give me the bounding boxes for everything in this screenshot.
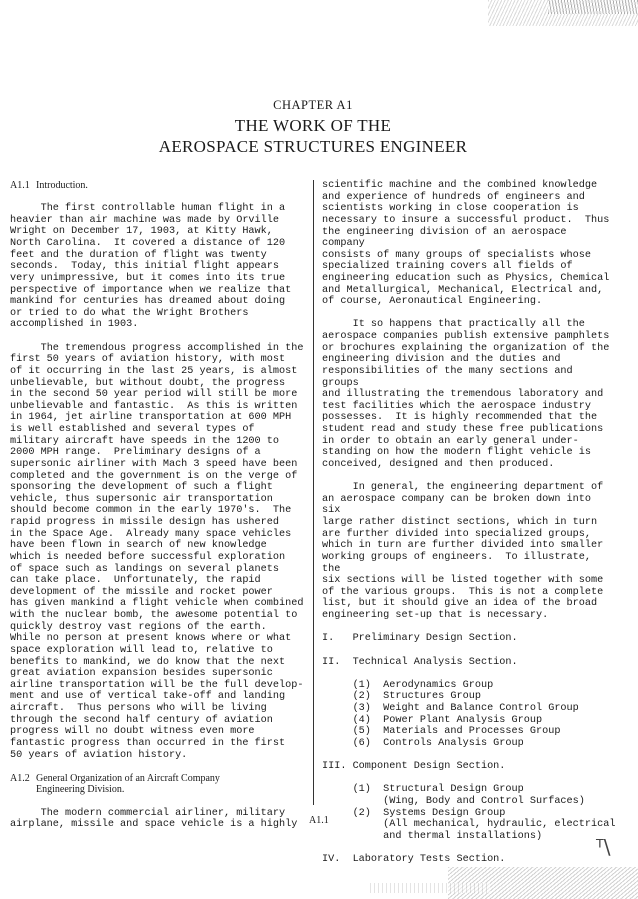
chapter-label: CHAPTER A1 — [273, 98, 353, 112]
technical-analysis-groups: (1) Aerodynamics Group (2) Structures Group (3) Weight and Balance Control Group (4) Power Plant Analysis Group (5) Materials and Processes Group (6) Controls Analysis Group — [352, 679, 579, 749]
chapter-title-line1: THE WORK OF THE — [234, 116, 392, 135]
left-column — [10, 180, 310, 831]
paragraph-first-flight: The first controllable human flight in a heavier than air machine was made by Orville Wright on December 17, 1903, at Kitty Hawk, North Carolina. It covered a distance of 120 feet and the duration of flight was twenty seconds. Today, this initial flight appears very unimpressive, but it comes into its true perspective of importance when we realize that mankind for centuries has dreamed about doing or tried to do what the Wright Brothers accomplished in 1903. — [10, 203, 292, 331]
section-list-item-4: IV. Laboratory Tests Section. — [322, 854, 506, 866]
corner-scan-mark: ᵀ\ — [596, 835, 611, 859]
section-number: A1.1 — [10, 180, 30, 191]
section-title: General Organization of an Aircraft Company — [36, 772, 220, 784]
section-heading-introduction — [10, 180, 310, 192]
paragraph-progress: The tremendous progress accomplished in the first 50 years of aviation history, with most of it occurring in the last 25 years, is almost unbelievable, but without doubt, the progress in the second 50 year period will still be more unbelievable and fantastic. As this is written in 1964, jet airline transportation at 600 MPH is well established and several types of military aircraft have speeds in the 1200 to 2000 MPH range. Preliminary designs of a supersonic airliner with Mach 3 speed have been completed and the government is on the verge of sponsoring the development of such a flight vehicle, thus supersonic air transportation should become common in the early 1970's. The rapid progress in missile design has ushered in the Space Age. Already many space vehicles have been flown in search of new knowledge which is needed before successful exploration of space such as landings on several planets can take place. Unfortunately, the rapid development of the missile and rocket power has given mankind a flight vehicle when combined with the nuclear bomb, the awesome potential to quickly destroy vast regions of the earth. While no person at present knows where or what space exploration will lead to, relative to benefits to mankind, we do know that the next great aviation expansion besides supersonic airline transportation will be the full develop- ment and use of vertical take-off and landing aircraft. Thus persons who will be living through the second half century of aviation progress will no doubt witness even more fantastic progress than occurred in the first 50 years of aviation history. — [10, 342, 304, 761]
component-design-groups: (1) Structural Design Group (Wing, Body and Control Surfaces) (2) Systems Design Group (All mechanical, hydraulic, electrical and thermal installations) — [352, 784, 616, 842]
paragraph-brochures: It so happens that practically all the aerospace companies publish extensive pamphlets or brochures explaining the organization of the engineering division and the duties and responsibilities of the many sections and groups and illustrating the tremendous laboratory and test facilities which the aerospace industry possesses. It is highly recommended that the student read and study these free publications in order to obtain an early general under- standing on how the modern flight vehicle is conceived, designed and then produced. — [322, 319, 610, 470]
section-number: A1.2 — [10, 772, 30, 784]
scan-noise-bottom-line — [370, 883, 490, 893]
section-list-item-1: I. Preliminary Design Section. — [322, 633, 518, 645]
chapter-title-line2: AEROSPACE STRUCTURES ENGINEER — [158, 137, 468, 156]
section-list-item-2: II. Technical Analysis Section. — [322, 656, 518, 668]
right-column — [322, 180, 614, 866]
scan-noise-top-dark — [548, 0, 638, 14]
section-title: Introduction. — [36, 180, 88, 191]
section-title-continued: Engineering Division. — [36, 784, 125, 796]
section-heading-organization — [10, 773, 310, 796]
paragraph-scientific-machine: scientific machine and the combined knowledge and experience of hundreds of engineers and scientists working in close cooperation is necessary to insure a successful product. Thus the engineering division of an aerospace company consists of many groups of specialists whose specialized training covers all fields of engineering education such as Physics, Chemical and Metallurgical, Mechanical, Electrical and, of course, Aeronautical Engineering. — [322, 180, 610, 308]
section-list-item-3: III. Component Design Section. — [322, 761, 506, 773]
paragraph-six-sections: In general, the engineering department of an aerospace company can be broken down into six large rather distinct sections, which in turn are further divided into specialized groups, which in turn are further divided into smaller working groups of engineers. To illustrate, the six sections will be listed together with some of the various groups. This is not a complete list, but it should give an idea of the broad engineering set-up that is necessary. — [322, 482, 604, 622]
paragraph-modern-airliner: The modern commercial airliner, military airplane, missile and space vehicle is a highly — [10, 807, 298, 831]
column-divider — [313, 180, 314, 805]
page-number: A1.1 — [309, 815, 329, 826]
